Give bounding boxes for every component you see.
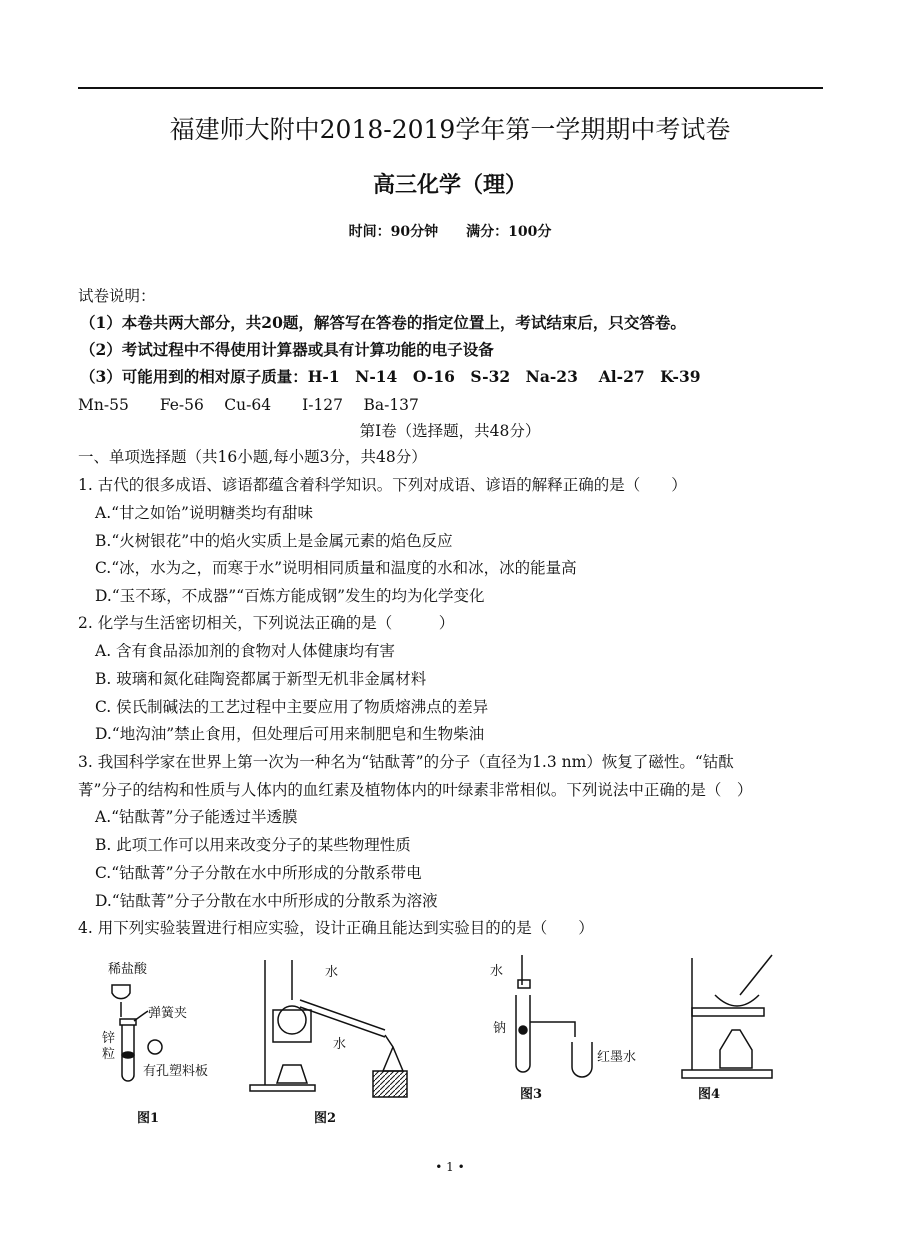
part-heading: 第Ⅰ卷（选择题，共48分） [359, 422, 541, 440]
page-number: • 1 • [435, 1160, 465, 1174]
fig2-label-water-in: 水 [333, 1037, 347, 1052]
instruction-item: Mn-55 Fe-56 Cu-64 I-127 Ba-137 [78, 396, 419, 414]
exam-time: 时间：90分钟 [348, 224, 439, 240]
option: A. 含有食品添加剂的食物对人体健康均有害 [95, 642, 396, 660]
option: A.“钴酞菁”分子能透过半透膜 [95, 808, 298, 826]
fig1-label-plate: 有孔塑料板 [143, 1064, 209, 1079]
fig3-label-water: 水 [490, 964, 504, 979]
fig2-caption: 图2 [314, 1111, 337, 1126]
exam-subtitle: 高三化学（理） [372, 172, 527, 198]
option: A.“甘之如饴”说明糖类均有甜味 [95, 504, 313, 522]
question-stem: 4. 用下列实验装置进行相应实验，设计正确且能达到实验目的的是（ ） [78, 919, 594, 937]
fig3-label-red-ink: 红墨水 [597, 1050, 637, 1065]
question-stem: 菁”分子的结构和性质与人体内的血红素及植物体内的叶绿素非常相似。下列说法中正确的是（ ） [78, 781, 753, 799]
fig1-caption: 图1 [137, 1111, 160, 1126]
fig1-label-acid: 稀盐酸 [108, 962, 148, 977]
fig3-caption: 图3 [520, 1087, 543, 1102]
instruction-item: （3）可能用到的相对原子质量：H-1 N-14 O-16 S-32 Na-23 Al-27 K-39 [80, 367, 701, 386]
option: C.“钴酞菁”分子分散在水中所形成的分散系带电 [95, 864, 422, 882]
question-stem: 1. 古代的很多成语、谚语都蕴含着科学知识。下列对成语、谚语的解释正确的是（ ） [78, 476, 687, 494]
option: B.“火树银花”中的焰火实质上是金属元素的焰色反应 [95, 532, 453, 550]
instruction-item: （1）本卷共两大部分，共20题，解答写在答卷的指定位置上，考试结束后，只交答卷。 [80, 313, 686, 332]
question-stem: 2. 化学与生活密切相关，下列说法正确的是（ ） [78, 614, 455, 632]
option: B. 玻璃和氮化硅陶瓷都属于新型无机非金属材料 [95, 670, 427, 688]
option: D.“地沟油”禁止食用，但处理后可用来制肥皂和生物柴油 [95, 725, 485, 743]
top-rule [78, 87, 823, 89]
fig1-label-granule: 粒 [102, 1047, 116, 1062]
option: D.“玉不琢，不成器”“百炼方能成钢”发生的均为化学变化 [95, 587, 485, 605]
fig4-caption: 图4 [698, 1087, 721, 1102]
fig4-evaporation-diagram [680, 950, 790, 1080]
option: C.“冰，水为之，而寒于水”说明相同质量和温度的水和冰，冰的能量高 [95, 559, 577, 577]
section-heading: 一、单项选择题（共16小题,每小题3分，共48分） [78, 448, 427, 466]
exam-title: 福建师大附中2018-2019学年第一学期期中考试卷 [169, 115, 731, 144]
question-stem: 3. 我国科学家在世界上第一次为一种名为“钴酞菁”的分子（直径为1.3 nm）恢复了磁性。“钴酞 [78, 753, 734, 771]
exam-meta [0, 222, 900, 242]
instructions-heading: 试卷说明： [78, 287, 156, 305]
instruction-item: （2）考试过程中不得使用计算器或具有计算功能的电子设备 [80, 340, 494, 359]
fig3-label-sodium: 钠 [493, 1021, 507, 1036]
fig1-label-zinc: 锌 [102, 1031, 116, 1046]
fig2-label-water-out: 水 [325, 965, 339, 980]
option: B. 此项工作可以用来改变分子的某些物理性质 [95, 836, 411, 854]
option: D.“钴酞菁”分子分散在水中所形成的分散系为溶液 [95, 892, 438, 910]
option: C. 侯氏制碱法的工艺过程中主要应用了物质熔沸点的差异 [95, 698, 489, 716]
exam-score: 满分：100分 [466, 224, 552, 240]
fig1-label-clamp: 弹簧夹 [148, 1006, 188, 1021]
